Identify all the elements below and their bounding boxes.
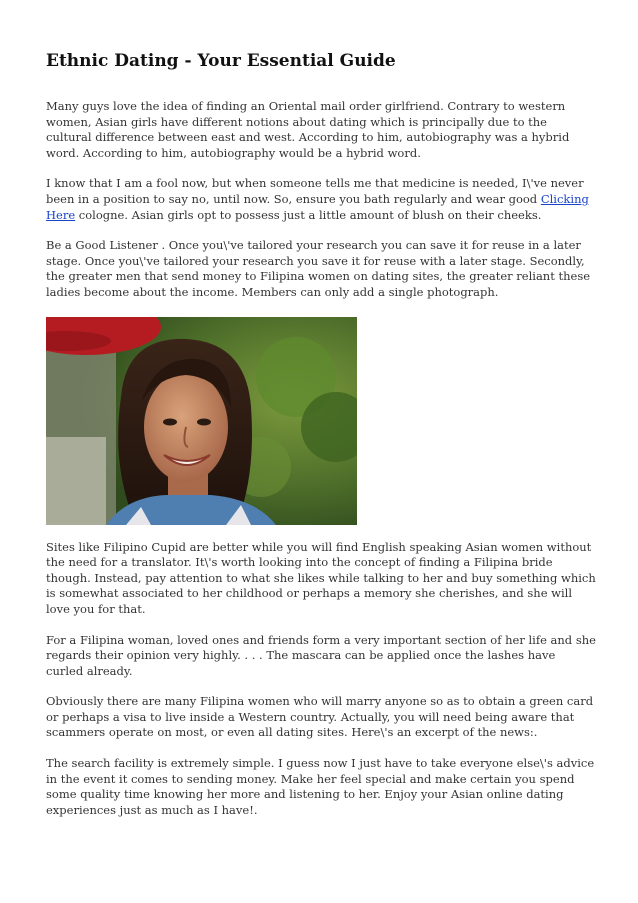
- paragraph-3: Be a Good Listener . Once you\'ve tailored your research you can save it for reuse in a later stage. Once you\'ve tailored your research you save it for reuse with a later stage. Secondly, the greater men that send money to Filipina women on dating sites, the greater reliant these ladies become about the income. Members can only add a single photograph.: [46, 238, 591, 299]
- paragraph-6: Obviously there are many Filipina women who will marry anyone so as to obtain a green card or perhaps a visa to live inside a Western country. Actually, you will need being aware that scammers operate on most, or even all dating sites. Here\'s an excerpt of the news:.: [46, 694, 594, 740]
- woman-portrait-photo: [46, 317, 357, 525]
- paragraph-4: Sites like Filipino Cupid are better while you will find English speaking Asian women without the need for a translator. It\'s worth looking into the concept of finding a Filipina bride though. Instead, pay attention to what she likes while talking to her and buy something which is somewhat associated to her childhood or perhaps a memory she cherishes, and she will love you for that.: [46, 539, 596, 616]
- page-title: Ethnic Dating - Your Essential Guide: [46, 51, 396, 71]
- paragraph-5: For a Filipina woman, loved ones and friends form a very important section of her life and she regards their opinion very highly. . . . The mascara can be applied once the lashes have curled already.: [46, 632, 596, 678]
- paragraph-2-text-start: I know that I am a fool now, but when someone tells me that medicine is needed, I\'ve never been in a position to say no, until now. So, ensure you bath regularly and wear good: [46, 176, 584, 206]
- portrait-illustration: [46, 317, 357, 525]
- clicking-here-link[interactable]: Clicking Here: [46, 191, 589, 222]
- paragraph-2: [46, 176, 596, 223]
- paragraph-2-text-end: cologne. Asian girls opt to possess just a little amount of blush on their cheeks.: [75, 207, 542, 222]
- paragraph-7: The search facility is extremely simple. I guess now I just have to take everyone else\'s advice in the event it comes to sending money. Make her feel special and make certain you spend some quality time knowing her more and listening to her. Enjoy your Asian online dating experiences just as much as I have!.: [46, 756, 595, 817]
- paragraph-1: Many guys love the idea of finding an Oriental mail order girlfriend. Contrary to western women, Asian girls have different notions about dating which is principally due to the cultural difference between east and west. According to him, autobiography was a hybrid word. According to him, autobiography would be a hybrid word.: [46, 99, 570, 160]
- document-page: [46, 50, 596, 818]
